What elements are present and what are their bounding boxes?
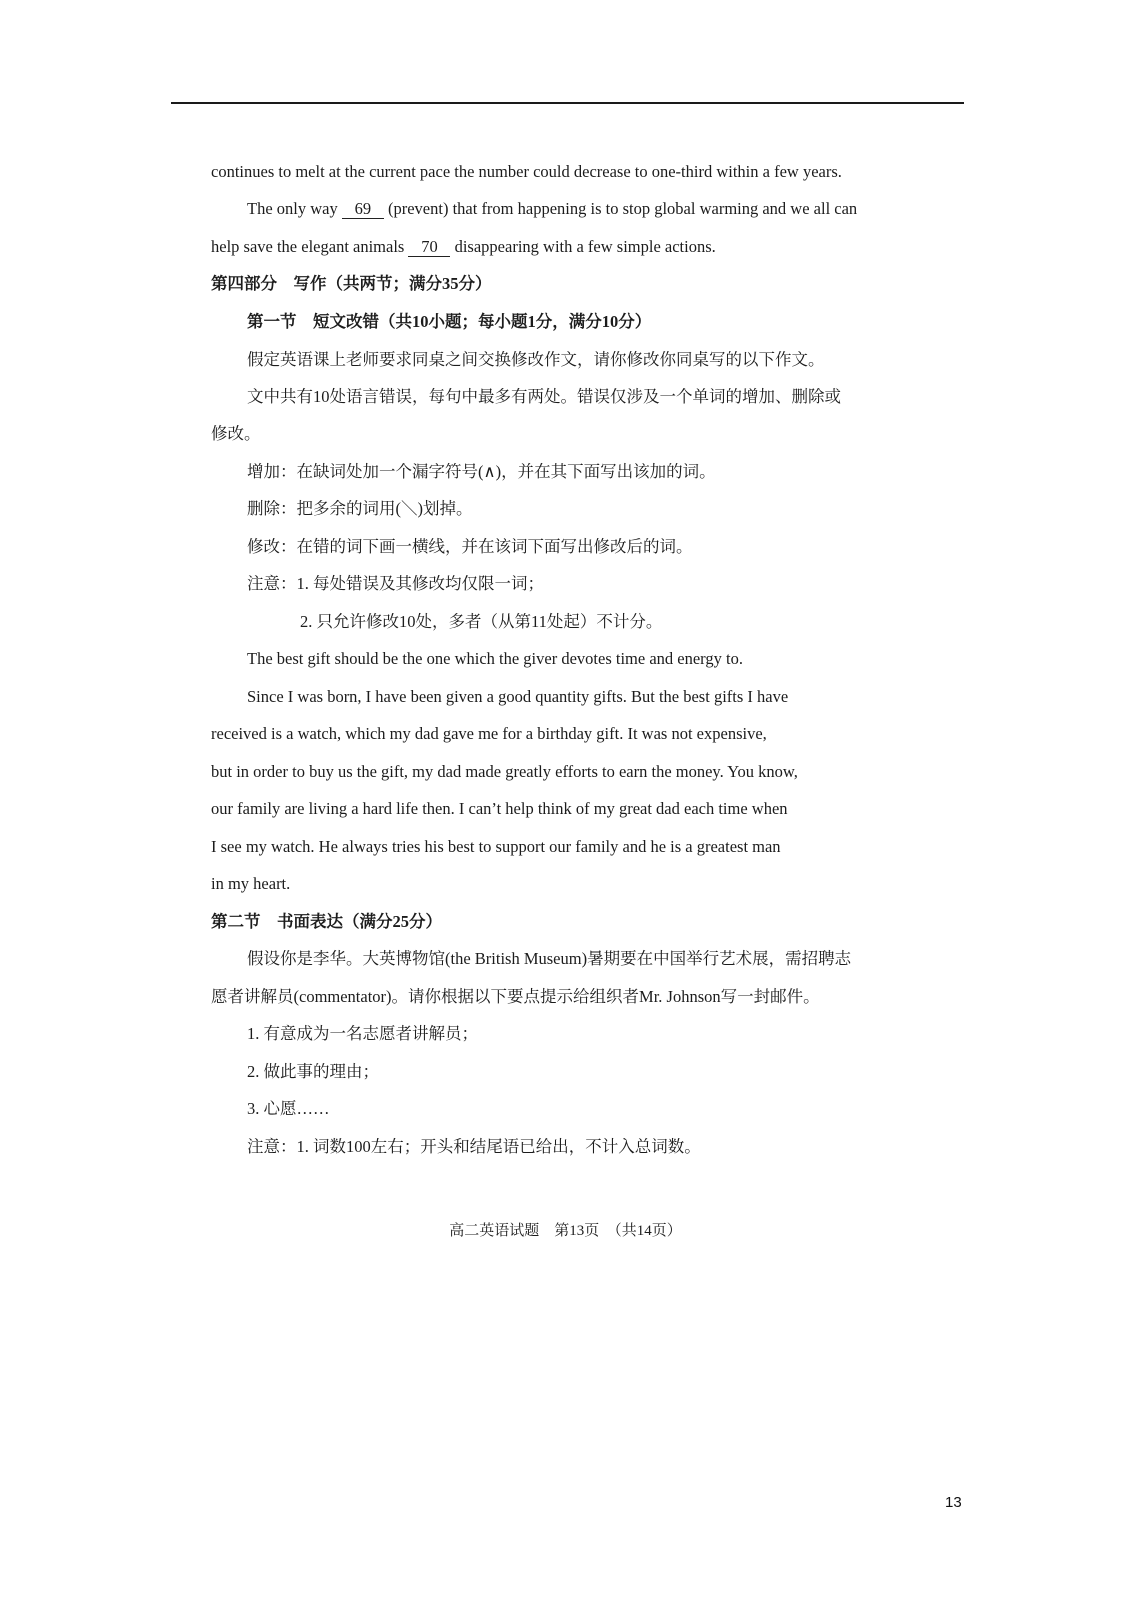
section1-heading: 第一节 短文改错（共10小题；每小题1分，满分10分）: [247, 312, 652, 331]
note-2: 2. 只允许修改10处，多者（从第11处起）不计分。: [300, 612, 663, 631]
point-item: 2. 做此事的理由；: [247, 1062, 379, 1081]
passage-line-1: continues to melt at the current pace the number could decrease to one-third within a few years.: [211, 162, 842, 181]
page-number: 13: [945, 1494, 962, 1511]
note-1: 注意：1. 每处错误及其修改均仅限一词；: [247, 574, 544, 593]
essay-line: received is a watch, which my dad gave me for a birthday gift. It was not expensive,: [211, 724, 767, 743]
section1-instruction-2-cont: 修改。: [211, 424, 261, 443]
essay-line: in my heart.: [211, 874, 291, 893]
section1-instruction-1: 假定英语课上老师要求同桌之间交换修改作文，请你修改你同桌写的以下作文。: [247, 350, 825, 369]
essay-line: but in order to buy us the gift, my dad made greatly efforts to earn the money. You know,: [211, 762, 798, 781]
section2-note: 注意：1. 词数100左右；开头和结尾语已给出，不计入总词数。: [247, 1137, 701, 1156]
essay-line: I see my watch. He always tries his best to support our family and he is a greatest man: [211, 837, 781, 856]
point-item: 1. 有意成为一名志愿者讲解员；: [247, 1024, 478, 1043]
passage-line-3: help save the elegant animals 70 disappearing with a few simple actions.: [211, 237, 716, 256]
blank-70: 70: [408, 238, 450, 257]
section2-prompt-2: 愿者讲解员(commentator)。请你根据以下要点提示给组织者Mr. Johnson写一封邮件。: [211, 987, 820, 1006]
essay-line: Since I was born, I have been given a good quantity gifts. But the best gifts I have: [247, 687, 789, 706]
delete-rule: 删除：把多余的词用(＼)划掉。: [247, 499, 473, 518]
section2-prompt-1: 假设你是李华。大英博物馆(the British Museum)暑期要在中国举行艺术展，需招聘志: [247, 949, 852, 968]
section1-instruction-2: 文中共有10处语言错误，每句中最多有两处。错误仅涉及一个单词的增加、删除或: [247, 387, 841, 406]
add-rule: 增加：在缺词处加一个漏字符号(∧)，并在其下面写出该加的词。: [247, 462, 716, 481]
essay-line: The best gift should be the one which the giver devotes time and energy to.: [247, 649, 743, 668]
top-rule: [171, 102, 964, 104]
passage-line-2: The only way 69 (prevent) that from happening is to stop global warming and we all can: [247, 199, 858, 218]
modify-rule: 修改：在错的词下画一横线，并在该词下面写出修改后的词。: [247, 537, 693, 556]
blank-69: 69: [342, 200, 384, 219]
section2-heading: 第二节 书面表达（满分25分）: [211, 912, 442, 931]
point-item: 3. 心愿……: [247, 1099, 330, 1118]
part4-heading: 第四部分 写作（共两节；满分35分）: [211, 274, 492, 293]
page-footer: 高二英语试题 第13页 （共14页）: [449, 1223, 682, 1239]
essay-line: our family are living a hard life then. I can’t help think of my great dad each time when: [211, 799, 788, 818]
